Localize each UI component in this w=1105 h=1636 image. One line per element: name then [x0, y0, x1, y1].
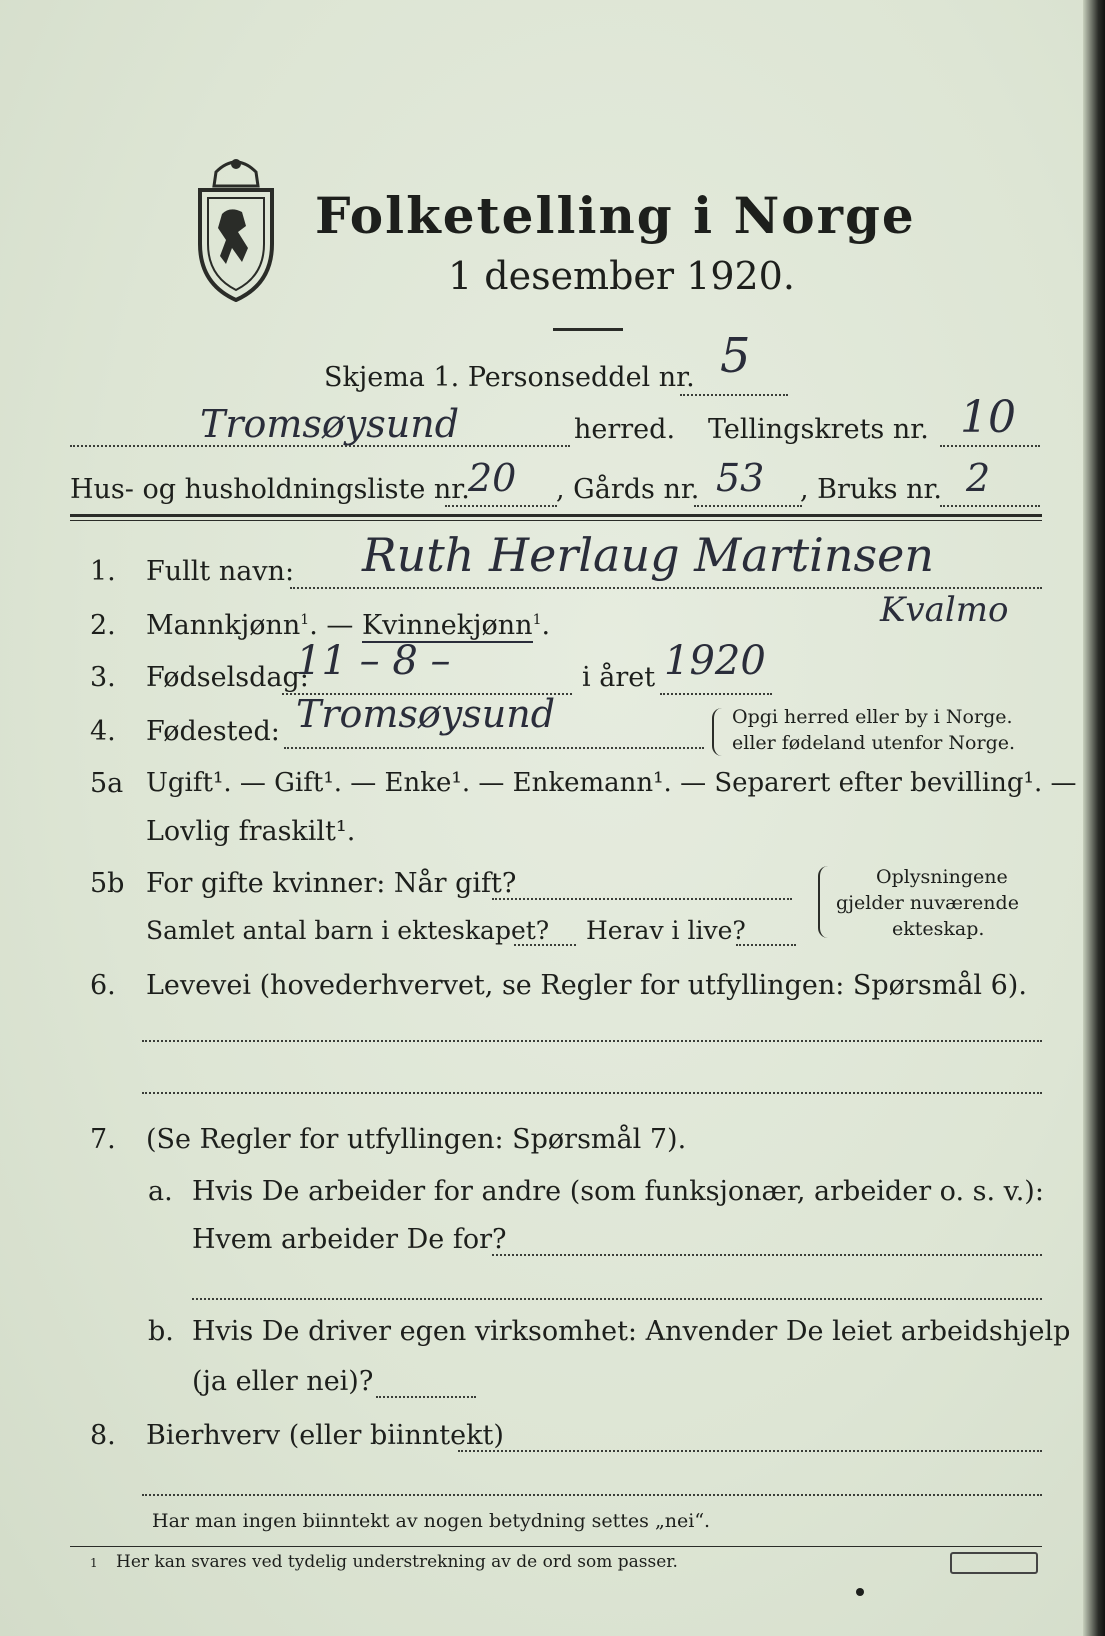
- hus-label: Hus- og husholdningsliste nr.: [70, 474, 470, 505]
- q8-field-line-1[interactable]: [458, 1450, 1042, 1452]
- q8-label: Bierhverv (eller biinntekt): [146, 1420, 504, 1451]
- herred-value: Tromsøysund: [200, 402, 460, 446]
- q5b-note-brace: [818, 866, 830, 938]
- gards-field-line[interactable]: [694, 505, 802, 507]
- q3-year-value: 1920: [664, 638, 766, 684]
- q5b-married-when-field[interactable]: [492, 898, 792, 900]
- ink-dot-icon: [856, 1588, 864, 1596]
- q7b-number: b.: [148, 1316, 174, 1347]
- q5b-married-when-label: For gifte kvinner: Når gift?: [146, 868, 517, 899]
- q7a-line1: Hvis De arbeider for andre (som funksjonær, arbeider o. s. v.):: [192, 1176, 1044, 1207]
- hus-value: 20: [468, 456, 517, 500]
- q2-separator: . —: [309, 610, 362, 641]
- footnote-divider: [70, 1546, 1042, 1547]
- form-date: 1 desember 1920.: [448, 254, 795, 298]
- q1-value-line2: Kvalmo: [880, 590, 1009, 630]
- q1-field-line[interactable]: [290, 587, 1042, 589]
- q7b-line2: (ja eller nei)?: [192, 1366, 374, 1397]
- form-title: Folketelling i Norge: [315, 186, 916, 245]
- schema-field-line[interactable]: [680, 394, 788, 396]
- bruks-value: 2: [966, 456, 991, 500]
- tellingskrets-label: Tellingskrets nr.: [708, 414, 929, 445]
- q7-number: 7.: [90, 1124, 116, 1155]
- q4-value: Tromsøysund: [296, 692, 556, 736]
- q3-year-label: i året: [582, 662, 656, 693]
- bruks-field-line[interactable]: [940, 505, 1040, 507]
- header-double-rule-bottom: [70, 520, 1042, 521]
- schema-label: Skjema 1. Personseddel nr.: [324, 362, 695, 393]
- q5b-alive-label: Herav i live?: [586, 916, 746, 945]
- q5b-children-field[interactable]: [514, 944, 576, 946]
- q2-option-mannkjonn[interactable]: Mannkjønn: [146, 610, 301, 641]
- q2-footnote-mark-b: 1: [532, 612, 542, 628]
- q5b-note-line3: ekteskap.: [892, 918, 985, 940]
- q5a-options-line2[interactable]: Lovlig fraskilt¹.: [146, 816, 356, 847]
- q2-option-kvinnekjonn[interactable]: Kvinnekjønn: [361, 610, 533, 641]
- q2-number: 2.: [90, 610, 116, 641]
- header-double-rule-top: [70, 514, 1042, 517]
- tellingskrets-value: 10: [960, 392, 1016, 443]
- q6-label: Levevei (hovederhvervet, se Regler for utfyllingen: Spørsmål 6).: [146, 970, 1027, 1001]
- q3-number: 3.: [90, 662, 116, 693]
- q2-options: [146, 610, 550, 641]
- q2-footnote-mark-a: 1: [300, 612, 310, 628]
- herred-label: herred.: [574, 414, 676, 445]
- q7b-line1: Hvis De driver egen virksomhet: Anvender De leiet arbeidshjelp: [192, 1316, 1071, 1347]
- footnote-mark: 1: [90, 1556, 98, 1570]
- q8-number: 8.: [90, 1420, 116, 1451]
- q4-note-line2: eller fødeland utenfor Norge.: [732, 732, 1016, 754]
- q4-label: Fødested:: [146, 716, 280, 747]
- q2-end: .: [541, 610, 551, 641]
- q1-label: Fullt navn:: [146, 556, 295, 587]
- q5b-note-line1: Oplysningene: [876, 866, 1008, 888]
- schema-value: 5: [720, 328, 751, 384]
- q7a-field-line-1[interactable]: [492, 1254, 1042, 1256]
- scan-edge: [1083, 0, 1105, 1636]
- q3-label: Fødselsdag:: [146, 662, 309, 693]
- q5b-children-label: Samlet antal barn i ekteskapet?: [146, 916, 550, 945]
- title-divider: [553, 328, 623, 331]
- q5a-number: 5a: [90, 768, 124, 799]
- q6-number: 6.: [90, 970, 116, 1001]
- bruks-label: , Bruks nr.: [800, 474, 943, 505]
- q8-field-line-2[interactable]: [142, 1494, 1042, 1496]
- q5b-number: 5b: [90, 868, 125, 899]
- norwegian-coat-of-arms-icon: [186, 152, 286, 302]
- q3-year-field-line[interactable]: [660, 693, 772, 695]
- tellingskrets-field-line[interactable]: [940, 445, 1040, 447]
- q1-number: 1.: [90, 556, 116, 587]
- printer-stamp-icon: [950, 1552, 1038, 1574]
- q7a-field-line-2[interactable]: [192, 1298, 1042, 1300]
- q3-value: 11 – 8 –: [296, 638, 451, 684]
- q1-value: Ruth Herlaug Martinsen: [362, 528, 934, 582]
- q7a-line2: Hvem arbeider De for?: [192, 1224, 507, 1255]
- q4-note-line1: Opgi herred eller by i Norge.: [732, 706, 1013, 728]
- q5a-options-line1[interactable]: Ugift¹. — Gift¹. — Enke¹. — Enkemann¹. — Separert efter bevilling¹. —: [146, 768, 1077, 798]
- hus-field-line[interactable]: [445, 505, 557, 507]
- q7a-number: a.: [148, 1176, 173, 1207]
- q7-label: (Se Regler for utfyllingen: Spørsmål 7).: [146, 1124, 687, 1155]
- q5b-note-line2: gjelder nuværende: [836, 892, 1019, 914]
- q6-field-line-2[interactable]: [142, 1092, 1042, 1094]
- q8-note: Har man ingen biinntekt av nogen betydning settes „nei“.: [152, 1510, 711, 1532]
- gards-label: , Gårds nr.: [556, 474, 700, 505]
- q5b-alive-field[interactable]: [736, 944, 796, 946]
- q6-field-line-1[interactable]: [142, 1040, 1042, 1042]
- q7b-field-line[interactable]: [376, 1396, 476, 1398]
- q4-number: 4.: [90, 716, 116, 747]
- footnote-text: Her kan svares ved tydelig understrekning av de ord som passer.: [116, 1552, 678, 1572]
- gards-value: 53: [716, 456, 765, 500]
- q4-field-line[interactable]: [284, 747, 704, 749]
- q4-note-brace: [712, 708, 722, 756]
